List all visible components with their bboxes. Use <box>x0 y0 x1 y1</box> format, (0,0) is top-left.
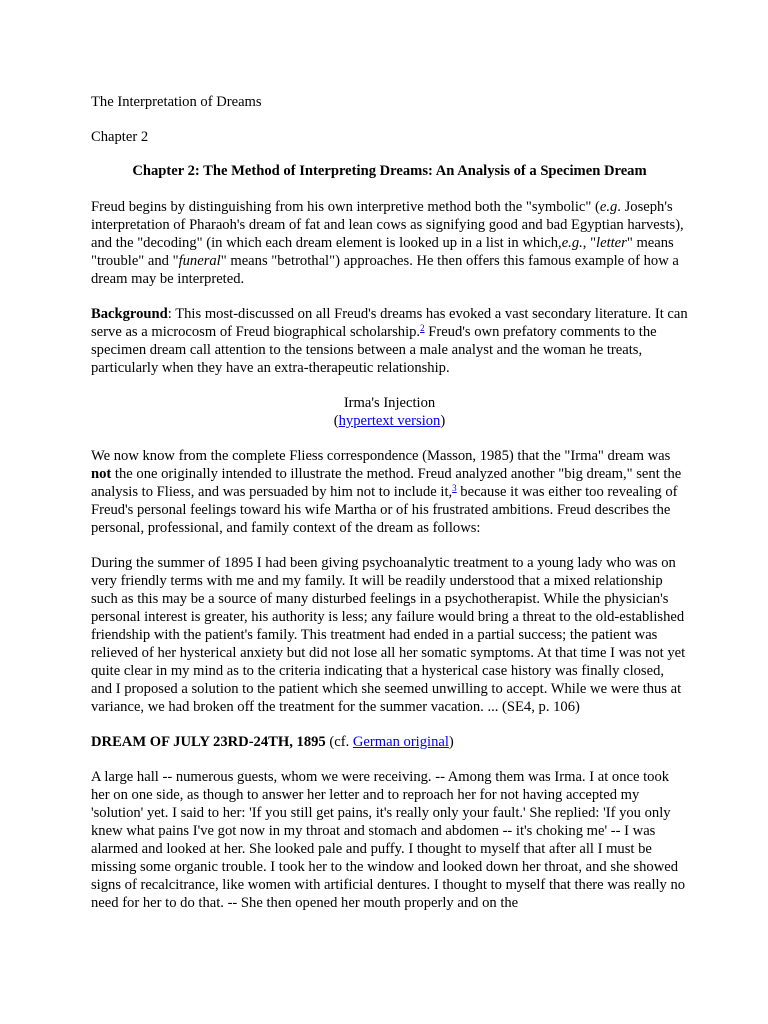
intro-text-5: " means "betrothal") approaches. He then offers this famous example of how a dream may be interpreted. <box>91 253 679 287</box>
intro-text-1: Freud begins by distinguishing from his own interpretive method both the "symbolic" ( <box>91 199 600 215</box>
fliess-text-2: the one originally intended to illustrate the method. Freud analyzed another "big dream," sent the analysis to Fliess, and was persuaded by him not to include it, <box>91 466 682 500</box>
intro-text-3: , " <box>582 235 597 251</box>
footnote-2-link[interactable]: 2 <box>420 323 425 333</box>
intro-text-2: . Joseph's interpretation of Pharaoh's dream of fat and lean cows as signifying good and bad Egyptian harvests), and the "decoding" (in which each dream element is looked up in a list in which, <box>91 199 684 251</box>
document-title: The Interpretation of Dreams <box>91 94 262 110</box>
fliess-text-1: We now know from the complete Fliess correspondence (Masson, 1985) that the "Irma" dream was <box>91 448 671 464</box>
dream-paragraph: A large hall -- numerous guests, whom we were receiving. -- Among them was Irma. I at once took her on one side, as though to answer her letter and to reproach her for not having accepted my 'solution' yet. I said to her: 'If you still get pains, it's really only your fault.' She replied: 'If you only knew what pains I've got now in my throat and stomach and abdomen -- it's choking me' -- I was alarmed and looked at her. She looked pale and puffy. I thought to myself that after all I must be missing some organic trouble. I took her to the window and looked down her throat, and she showed signs of recalcitrance, like women with artificial dentures. I thought to myself that there was really no need for her to do that. -- She then opened her mouth properly and on the <box>91 769 686 911</box>
quote-paragraph: During the summer of 1895 I had been giving psychoanalytic treatment to a young lady who was on very friendly terms with me and my family. It will be readily understood that a mixed relationship such as this may be a source of many disturbed feelings in a psychotherapist. While the physician's personal interest is greater, his authority is less; any failure would bring a threat to the old-established friendship with the patient's family. This treatment had ended in a partial success; the patient was relieved of her hysterical anxiety but did not lose all her somatic symptoms. At that time I was not yet quite clear in my mind as to the criteria indicating that a hysterical case history was finally closed, and I proposed a solution to the patient which she seemed unwilling to accept. While we were thus at variance, we had broken off the treatment for the summer vacation. ... (SE4, p. 106) <box>91 555 686 715</box>
fliess-paragraph <box>91 447 688 537</box>
dream-heading-pre: (cf. <box>325 734 353 750</box>
background-text-2: Freud's own prefatory comments to the specimen dream call attention to the tensions between a male analyst and the woman he treats, particularly when they have an extra-therapeutic relationship. <box>91 324 657 376</box>
german-original-link[interactable]: German original <box>352 734 449 750</box>
fliess-not: not <box>91 466 112 482</box>
chapter-label: Chapter 2 <box>91 129 149 145</box>
hypertext-version-link[interactable]: hypertext version <box>338 413 441 429</box>
dream-heading-post: ) <box>448 734 454 750</box>
background-paragraph <box>91 305 688 377</box>
intro-funeral: funeral <box>178 253 221 269</box>
intro-eg-1: e.g <box>599 199 618 215</box>
irma-title-block <box>91 394 688 430</box>
dream-heading-bold: DREAM OF JULY 23RD-24TH, 1895 <box>91 734 326 750</box>
intro-paragraph <box>91 198 688 288</box>
background-text-1: : This most-discussed on all Freud's dreams has evoked a vast secondary literature. It can serve as a microcosm of Freud biographical scholarship. <box>91 306 688 340</box>
dream-heading <box>91 733 688 751</box>
background-label: Background <box>91 306 168 322</box>
irma-close-paren: ) <box>440 413 446 429</box>
intro-text-4: " means "trouble" and " <box>91 235 674 269</box>
footnote-3-link[interactable]: 3 <box>452 483 457 493</box>
fliess-text-3: because it was either too revealing of Freud's personal feelings toward his wife Martha or of his frustrated ambitions. Freud describes the personal, professional, and family context of the dream as follows: <box>91 484 678 536</box>
intro-eg-2: e.g. <box>561 235 583 251</box>
irma-title: Irma's Injection <box>343 395 436 411</box>
chapter-heading: Chapter 2: The Method of Interpreting Dreams: An Analysis of a Specimen Dream <box>132 163 647 179</box>
intro-letter: letter <box>596 235 627 251</box>
irma-open-paren: ( <box>333 413 339 429</box>
